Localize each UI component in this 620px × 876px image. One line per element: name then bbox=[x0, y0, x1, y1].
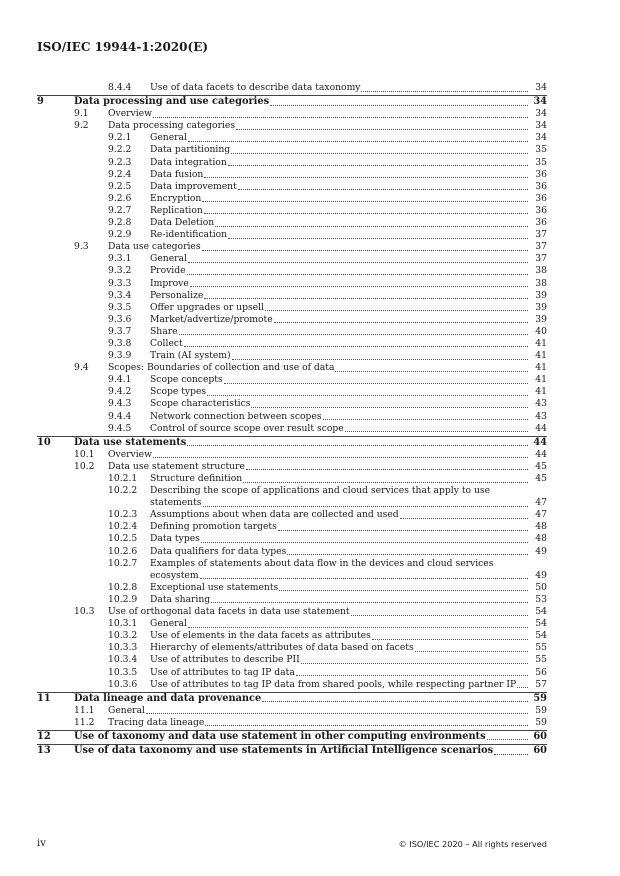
dot-leader bbox=[287, 546, 528, 556]
toc-entry-title: Assumptions about when data are collected and used bbox=[150, 509, 399, 521]
toc-entry-title: Use of attributes to describe PII bbox=[150, 654, 300, 666]
toc-entry-title: Data use statement structure bbox=[108, 460, 245, 472]
toc-entry-title: Use of attributes to tag IP data from shared pools, while respecting partner IP bbox=[150, 678, 517, 690]
toc-entry-title: Data use statements bbox=[74, 436, 187, 448]
toc-entry[interactable] bbox=[37, 82, 547, 94]
toc-entry-title: Use of orthogonal data facets in data use statement bbox=[108, 606, 350, 618]
toc-entry-title: Data processing categories bbox=[108, 120, 236, 132]
toc-entry-title: Use of taxonomy and data use statement in other computing environments bbox=[74, 730, 486, 742]
toc-entry[interactable] bbox=[37, 362, 547, 374]
toc-entry-title: Control of source scope over result scope bbox=[150, 422, 344, 434]
toc-entry-number: 9.2.2 bbox=[108, 144, 132, 156]
toc-entry-title: Data improvement bbox=[150, 180, 237, 192]
toc-entry-number: 9.3.5 bbox=[108, 301, 132, 313]
toc-entry-page: 50 bbox=[535, 581, 547, 593]
toc-entry-number: 9.2.5 bbox=[108, 180, 132, 192]
dot-leader bbox=[487, 731, 528, 741]
toc-entry-title: Personalize bbox=[150, 289, 204, 301]
toc-entry-title: General bbox=[150, 253, 187, 265]
toc-entry[interactable] bbox=[37, 730, 547, 743]
toc-entry[interactable] bbox=[37, 654, 547, 666]
toc-entry-page: 37 bbox=[535, 253, 547, 265]
toc-entry[interactable] bbox=[37, 217, 547, 229]
toc-entry-page: 34 bbox=[535, 82, 547, 93]
dot-leader bbox=[246, 461, 528, 471]
toc-entry[interactable] bbox=[37, 473, 547, 485]
toc-entry[interactable] bbox=[37, 461, 547, 473]
toc-entry-page: 34 bbox=[533, 96, 547, 108]
toc-entry-number: 9.2.7 bbox=[108, 204, 132, 216]
toc-entry-page: 55 bbox=[535, 642, 547, 654]
toc-entry[interactable] bbox=[37, 436, 547, 449]
toc-entry-number: 9.2.8 bbox=[108, 217, 132, 229]
toc-entry-title: Use of data facets to describe data taxonomy bbox=[150, 82, 361, 93]
toc-entry-page: 49 bbox=[535, 545, 547, 557]
toc-entry-number: 10.3 bbox=[74, 606, 95, 618]
toc-entry-title: Replication bbox=[150, 204, 203, 216]
toc-entry[interactable] bbox=[37, 485, 547, 509]
toc-entry-number: 9.3.1 bbox=[108, 253, 132, 265]
dot-leader bbox=[228, 157, 528, 167]
toc-entry-page: 53 bbox=[535, 593, 547, 605]
toc-entry[interactable] bbox=[37, 302, 547, 314]
toc-entry-page: 47 bbox=[535, 497, 547, 509]
toc-entry-number: 9.4 bbox=[74, 362, 89, 374]
document-id-header: ISO/IEC 19944-1:2020(E) bbox=[37, 40, 209, 54]
toc-entry-title: Structure definition bbox=[150, 473, 243, 484]
toc-entry[interactable] bbox=[37, 386, 547, 398]
dot-leader bbox=[204, 205, 528, 215]
toc-entry-number: 9.3.7 bbox=[108, 325, 132, 337]
toc-entry[interactable] bbox=[37, 108, 547, 120]
dot-leader bbox=[265, 302, 528, 312]
toc-entry-page: 41 bbox=[535, 362, 547, 374]
dot-leader bbox=[372, 630, 528, 640]
toc-entry-page: 59 bbox=[535, 704, 547, 716]
toc-entry-number: 9.3.3 bbox=[108, 277, 132, 289]
dot-leader bbox=[517, 679, 528, 689]
dot-leader bbox=[190, 278, 528, 288]
toc-entry-title: Defining promotion targets bbox=[150, 521, 277, 533]
dot-leader bbox=[270, 96, 528, 106]
toc-entry-title: Data lineage and data provenance bbox=[74, 692, 262, 704]
dot-leader bbox=[251, 398, 528, 408]
toc-entry[interactable] bbox=[37, 546, 547, 558]
toc-entry-page: 41 bbox=[535, 350, 547, 362]
toc-entry-number: 9.1 bbox=[74, 108, 89, 120]
copyright-notice: © ISO/IEC 2020 – All rights reserved bbox=[398, 839, 547, 849]
toc-entry-page: 36 bbox=[535, 217, 547, 229]
toc-entry[interactable] bbox=[37, 253, 547, 265]
toc-entry-page: 60 bbox=[533, 745, 547, 757]
dot-leader bbox=[228, 229, 528, 239]
toc-entry-number: 10.2.6 bbox=[108, 545, 138, 557]
dot-leader bbox=[187, 265, 528, 275]
toc-entry-page: 39 bbox=[535, 301, 547, 313]
toc-entry[interactable] bbox=[37, 350, 547, 362]
toc-entry-page: 43 bbox=[535, 410, 547, 422]
dot-leader bbox=[243, 473, 528, 483]
toc-entry-title: Tracing data lineage bbox=[108, 716, 205, 728]
toc-entry-number: 9.3.4 bbox=[108, 289, 132, 301]
toc-entry-page: 59 bbox=[535, 716, 547, 728]
toc-entry-title: Use of elements in the data facets as attributes bbox=[150, 630, 371, 642]
toc-entry[interactable] bbox=[37, 169, 547, 181]
dot-leader bbox=[188, 132, 528, 142]
toc-entry-page: 47 bbox=[535, 509, 547, 521]
toc-entry[interactable] bbox=[37, 411, 547, 423]
toc-entry[interactable] bbox=[37, 95, 547, 108]
toc-entry-number: 10.2 bbox=[74, 460, 95, 472]
toc-entry-page: 35 bbox=[535, 156, 547, 168]
toc-entry-page: 41 bbox=[535, 374, 547, 386]
toc-entry[interactable] bbox=[37, 642, 547, 654]
toc-entry-page: 40 bbox=[535, 325, 547, 337]
dot-leader bbox=[205, 717, 528, 727]
toc-entry[interactable] bbox=[37, 265, 547, 277]
toc-entry[interactable] bbox=[37, 314, 547, 326]
dot-leader bbox=[238, 181, 528, 191]
dot-leader bbox=[278, 521, 528, 531]
toc-entry-title: Improve bbox=[150, 277, 189, 289]
dot-leader bbox=[188, 253, 528, 263]
toc-entry-title: Data qualifiers for data types bbox=[150, 545, 287, 557]
toc-entry-title-continued: ecosystem bbox=[150, 569, 199, 581]
toc-entry-page: 57 bbox=[535, 678, 547, 690]
toc-entry[interactable] bbox=[37, 582, 547, 594]
toc-entry[interactable] bbox=[37, 744, 547, 757]
toc-entry-number: 9.2.4 bbox=[108, 168, 132, 180]
toc-entry-number: 9.2 bbox=[74, 120, 89, 132]
toc-entry[interactable] bbox=[37, 594, 547, 606]
dot-leader bbox=[323, 411, 528, 421]
toc-entry-number: 11 bbox=[37, 692, 51, 704]
toc-entry-page: 59 bbox=[533, 692, 547, 704]
toc-entry[interactable] bbox=[37, 241, 547, 253]
toc-entry[interactable] bbox=[37, 667, 547, 679]
toc-entry-title: Re-identification bbox=[150, 229, 228, 241]
toc-entry-page: 39 bbox=[535, 289, 547, 301]
dot-leader bbox=[207, 386, 528, 396]
dot-leader bbox=[301, 654, 528, 664]
dot-leader bbox=[279, 582, 528, 592]
toc-entry[interactable] bbox=[37, 509, 547, 521]
toc-entry-number: 10.1 bbox=[74, 448, 95, 460]
dot-leader bbox=[231, 144, 528, 154]
dot-leader bbox=[415, 642, 528, 652]
toc-entry-title: Market/advertize/promote bbox=[150, 313, 273, 325]
dot-leader bbox=[179, 326, 528, 336]
toc-entry-number: 10.3.6 bbox=[108, 678, 138, 690]
toc-entry-title: Train (AI system) bbox=[150, 350, 231, 362]
toc-entry[interactable] bbox=[37, 705, 547, 717]
toc-entry-title: Exceptional use statements bbox=[150, 581, 279, 593]
toc-entry-number: 9.3.6 bbox=[108, 313, 132, 325]
toc-entry-title: Overview bbox=[108, 448, 152, 460]
toc-entry-title: Scopes: Boundaries of collection and use of data bbox=[108, 362, 335, 374]
toc-entry-title: Use of data taxonomy and use statements in Artificial Intelligence scenarios bbox=[74, 745, 494, 757]
toc-entry-page: 44 bbox=[535, 448, 547, 460]
toc-entry-number: 9.3.8 bbox=[108, 337, 132, 349]
toc-entry-title: Data use categories bbox=[108, 241, 201, 253]
toc-entry-title: Scope characteristics bbox=[150, 398, 251, 410]
toc-entry-number: 9.2.3 bbox=[108, 156, 132, 168]
toc-entry[interactable] bbox=[37, 229, 547, 241]
toc-entry-title: Data fusion bbox=[150, 168, 204, 180]
toc-entry-title: Collect bbox=[150, 337, 183, 349]
toc-entry-title: Data sharing bbox=[150, 593, 211, 605]
toc-entry[interactable] bbox=[37, 132, 547, 144]
toc-entry[interactable] bbox=[37, 521, 547, 533]
toc-entry[interactable] bbox=[37, 144, 547, 156]
toc-entry-title: Data Deletion bbox=[150, 217, 215, 229]
toc-entry-number: 10.3.1 bbox=[108, 618, 138, 630]
toc-entry-number: 10.2.4 bbox=[108, 521, 138, 533]
toc-entry-title: Describing the scope of applications and cloud services that apply to use bbox=[150, 485, 491, 497]
toc-entry-page: 36 bbox=[535, 168, 547, 180]
dot-leader bbox=[400, 509, 528, 519]
toc-entry-number: 11.2 bbox=[74, 716, 95, 728]
toc-entry-page: 54 bbox=[535, 630, 547, 642]
toc-entry-page: 38 bbox=[535, 265, 547, 277]
toc-entry[interactable] bbox=[37, 193, 547, 205]
dot-leader bbox=[204, 290, 528, 300]
toc-entry-number: 9.4.5 bbox=[108, 422, 132, 434]
dot-leader bbox=[224, 374, 528, 384]
toc-entry-number: 9.3.9 bbox=[108, 350, 132, 362]
toc-entry-page: 34 bbox=[535, 108, 547, 120]
toc-entry[interactable] bbox=[37, 157, 547, 169]
page-number: iv bbox=[37, 838, 46, 849]
dot-leader bbox=[494, 745, 528, 755]
toc-entry-number: 10.3.4 bbox=[108, 654, 138, 666]
toc-entry-title: Scope types bbox=[150, 386, 207, 398]
toc-entry-page: 55 bbox=[535, 654, 547, 666]
dot-leader bbox=[204, 169, 528, 179]
toc-entry-page: 45 bbox=[535, 473, 547, 484]
toc-entry-page: 34 bbox=[535, 132, 547, 144]
toc-entry-page: 54 bbox=[535, 606, 547, 618]
toc-entry-number: 9 bbox=[37, 96, 44, 108]
toc-entry[interactable] bbox=[37, 338, 547, 350]
toc-entry[interactable] bbox=[37, 205, 547, 217]
toc-entry-title: Network connection between scopes bbox=[150, 410, 322, 422]
toc-entry-number: 9.2.9 bbox=[108, 229, 132, 241]
toc-entry-page: 38 bbox=[535, 277, 547, 289]
toc-entry-title: General bbox=[150, 132, 187, 144]
toc-entry-page: 44 bbox=[533, 436, 547, 448]
dot-leader bbox=[335, 362, 528, 372]
toc-entry-title: General bbox=[108, 704, 145, 716]
toc-entry-page: 34 bbox=[535, 120, 547, 132]
toc-entry[interactable] bbox=[37, 449, 547, 461]
dot-leader bbox=[215, 217, 528, 227]
dot-leader bbox=[296, 667, 528, 677]
toc-entry-number: 10.2.2 bbox=[108, 485, 138, 497]
toc-entry-number: 12 bbox=[37, 730, 51, 742]
toc-entry[interactable] bbox=[37, 326, 547, 338]
toc-entry-number: 10.3.3 bbox=[108, 642, 138, 654]
toc-entry-page: 48 bbox=[535, 533, 547, 545]
toc-entry-number: 10.2.5 bbox=[108, 533, 138, 545]
toc-entry[interactable] bbox=[37, 290, 547, 302]
dot-leader bbox=[236, 120, 528, 130]
toc-entry-title: Use of attributes to tag IP data bbox=[150, 666, 295, 678]
dot-leader bbox=[201, 533, 528, 543]
toc-entry[interactable] bbox=[37, 278, 547, 290]
toc-entry-number: 11.1 bbox=[74, 704, 95, 716]
toc-entry-page: 41 bbox=[535, 386, 547, 398]
toc-entry[interactable] bbox=[37, 606, 547, 618]
toc-entry-title: Offer upgrades or upsell bbox=[150, 301, 264, 313]
toc-entry-page: 39 bbox=[535, 313, 547, 325]
toc-entry[interactable] bbox=[37, 618, 547, 630]
table-of-contents bbox=[37, 82, 547, 757]
toc-entry[interactable] bbox=[37, 423, 547, 435]
toc-entry-number: 13 bbox=[37, 745, 51, 757]
toc-entry-title: Data partitioning bbox=[150, 144, 231, 156]
toc-entry-page: 56 bbox=[535, 666, 547, 678]
toc-entry-title: Scope concepts bbox=[150, 374, 223, 386]
dot-leader bbox=[202, 241, 528, 251]
dot-leader bbox=[203, 497, 529, 507]
dot-leader bbox=[345, 423, 528, 433]
toc-entry[interactable] bbox=[37, 558, 547, 582]
toc-entry-number: 10.2.7 bbox=[108, 557, 138, 569]
toc-entry-title: Data processing and use categories bbox=[74, 96, 270, 108]
toc-entry-page: 41 bbox=[535, 337, 547, 349]
toc-entry-number: 9.3 bbox=[74, 241, 89, 253]
toc-entry-title: Encryption bbox=[150, 192, 202, 204]
toc-entry-page: 36 bbox=[535, 192, 547, 204]
dot-leader bbox=[184, 338, 528, 348]
toc-entry-number: 10.2.1 bbox=[108, 473, 138, 484]
toc-entry-number: 10.3.2 bbox=[108, 630, 138, 642]
dot-leader bbox=[211, 594, 528, 604]
toc-entry[interactable] bbox=[37, 181, 547, 193]
toc-entry-page: 43 bbox=[535, 398, 547, 410]
dot-leader bbox=[361, 82, 528, 92]
dot-leader bbox=[274, 314, 528, 324]
dot-leader bbox=[351, 606, 528, 616]
toc-entry-number: 10.2.8 bbox=[108, 581, 138, 593]
toc-entry[interactable] bbox=[37, 679, 547, 691]
dot-leader bbox=[232, 350, 528, 360]
toc-entry-title: Examples of statements about data flow in the devices and cloud services bbox=[150, 557, 494, 569]
toc-entry-title-continued: statements bbox=[150, 497, 202, 509]
toc-entry-page: 45 bbox=[535, 460, 547, 472]
toc-entry-page: 37 bbox=[535, 241, 547, 253]
toc-entry-page: 44 bbox=[535, 422, 547, 434]
toc-entry[interactable] bbox=[37, 717, 547, 729]
toc-entry-number: 10 bbox=[37, 436, 51, 448]
toc-entry-title: Overview bbox=[108, 108, 152, 120]
dot-leader bbox=[153, 449, 528, 459]
toc-entry-page: 37 bbox=[535, 229, 547, 241]
toc-entry-page: 54 bbox=[535, 618, 547, 630]
dot-leader bbox=[200, 570, 528, 580]
toc-entry-page: 36 bbox=[535, 180, 547, 192]
toc-entry-title: Data types bbox=[150, 533, 200, 545]
dot-leader bbox=[188, 618, 528, 628]
toc-entry-number: 10.2.3 bbox=[108, 509, 138, 521]
dot-leader bbox=[153, 108, 528, 118]
toc-entry-number: 10.2.9 bbox=[108, 593, 138, 605]
toc-entry[interactable] bbox=[37, 692, 547, 705]
toc-entry-number: 8.4.4 bbox=[108, 82, 132, 93]
toc-entry-title: Share bbox=[150, 325, 178, 337]
dot-leader bbox=[146, 705, 528, 715]
toc-entry-page: 49 bbox=[535, 569, 547, 581]
toc-entry-page: 35 bbox=[535, 144, 547, 156]
toc-entry-title: Data integration bbox=[150, 156, 227, 168]
toc-entry-number: 9.4.1 bbox=[108, 374, 132, 386]
toc-entry[interactable] bbox=[37, 398, 547, 410]
toc-entry[interactable] bbox=[37, 533, 547, 545]
toc-entry-number: 9.2.6 bbox=[108, 192, 132, 204]
toc-entry-number: 9.3.2 bbox=[108, 265, 132, 277]
toc-entry-title: General bbox=[150, 618, 187, 630]
toc-entry-page: 60 bbox=[533, 730, 547, 742]
dot-leader bbox=[262, 693, 528, 703]
toc-entry-number: 9.4.4 bbox=[108, 410, 132, 422]
dot-leader bbox=[202, 193, 528, 203]
toc-entry-title: Provide bbox=[150, 265, 186, 277]
toc-entry[interactable] bbox=[37, 120, 547, 132]
toc-entry-title: Hierarchy of elements/attributes of data based on facets bbox=[150, 642, 414, 654]
dot-leader bbox=[187, 437, 528, 447]
toc-entry[interactable] bbox=[37, 630, 547, 642]
toc-entry-number: 10.3.5 bbox=[108, 666, 138, 678]
toc-entry-number: 9.4.3 bbox=[108, 398, 132, 410]
toc-entry-number: 9.2.1 bbox=[108, 132, 132, 144]
toc-entry-page: 48 bbox=[535, 521, 547, 533]
toc-entry-page: 36 bbox=[535, 204, 547, 216]
toc-entry-number: 9.4.2 bbox=[108, 386, 132, 398]
toc-entry[interactable] bbox=[37, 374, 547, 386]
